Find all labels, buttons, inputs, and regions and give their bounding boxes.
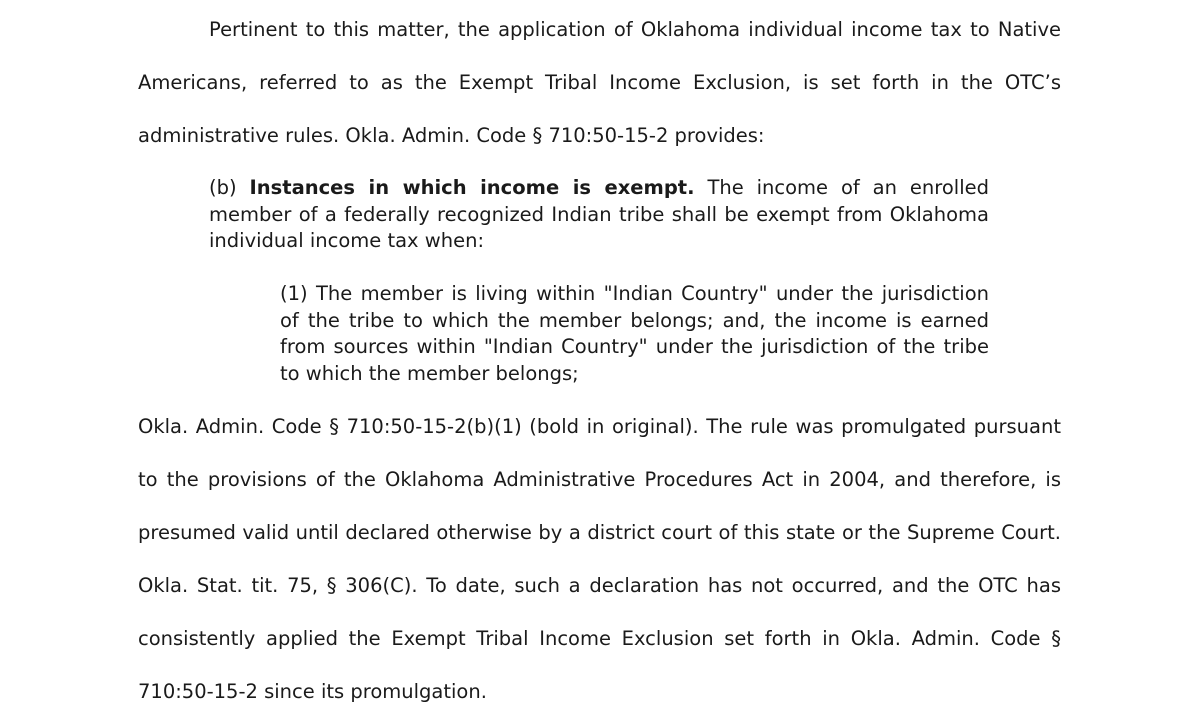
subsection-text: The income of an enrolled member of a federally recognized Indian tribe shall be exempt from Oklahoma individual income tax when:: [209, 176, 989, 253]
subsection-prefix: (b): [209, 176, 250, 199]
intro-paragraph: Pertinent to this matter, the application of Oklahoma individual income tax to Native Americans, referred to as the Exempt Tribal Income Exclusion, is set forth in the OTC’s administrative rules. Okla. Admin. Code § 710:50-15-2 provides:: [138, 18, 1061, 147]
block-quote-item-1: (1) The member is living within "Indian Country" under the jurisdiction of the tribe to which the member belongs; and, the income is earned from sources within "Indian Country" under the jurisdiction of the tribe to which the member belongs;: [280, 282, 989, 385]
block-quote-subsection-b: [209, 175, 989, 255]
subsection-heading: Instances in which income is exempt.: [249, 176, 695, 199]
closing-paragraph: Okla. Admin. Code § 710:50-15-2(b)(1) (bold in original). The rule was promulgated pursuant to the provisions of the Oklahoma Administrative Procedures Act in 2004, and therefore, is presumed valid until declared otherwise by a district court of this state or the Supreme Court. Okla. Stat. tit. 75, § 306(C). To date, such a declaration has not occurred, and the OTC has consistently applied the Exempt Tribal Income Exclusion set forth in Okla. Admin. Code § 710:50-15-2 since its promulgation.: [138, 415, 1061, 703]
